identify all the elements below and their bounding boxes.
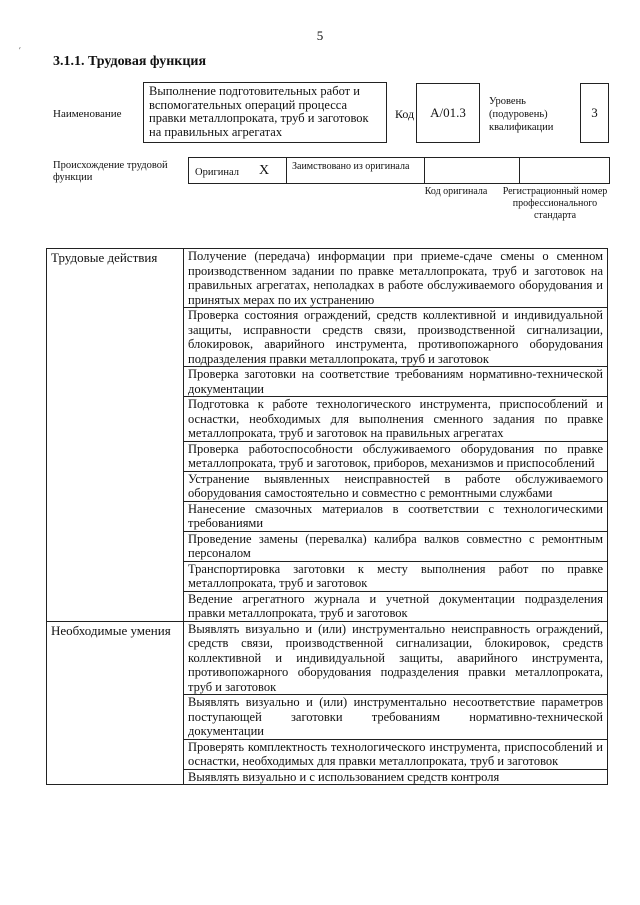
skill-item: Выявлять визуально и с использованием средств контроля (184, 769, 608, 785)
labor-action-item: Проверка состояния ограждений, средств коллективной и индивидуальной защиты, исправности средств связи, производственной сигнализации, блокировок, аварийного инструмента, противопожарного оборудования подразделения правки металлопроката, труб и заготовок (184, 308, 608, 367)
function-details-table (46, 248, 608, 785)
origin-label: Происхождение трудовой функции (53, 160, 168, 183)
labor-action-item: Получение (передача) информации при приеме-сдаче смены о сменном производственном задании по правке металлопроката, труб и заготовок на правильных агрегатах, неполадках в работе обслуживаемого оборудования и принятых мерах по их устранению (184, 249, 608, 308)
page-number: 5 (316, 28, 324, 43)
level-label: Уровень (подуровень) квалификации (489, 96, 554, 133)
original-code-caption: Код оригинала (424, 186, 488, 197)
required-skills-header: Необходимые умения (47, 621, 184, 785)
level-value: 3 (591, 105, 598, 120)
labor-action-item: Ведение агрегатного журнала и учетной документации подразделения правки металлопроката, труб и заготовок (184, 591, 608, 621)
labor-action-item: Подготовка к работе технологического инструмента, приспособлений и оснастки, необходимых для выполнения сменного задания по правке металлопроката, труб и заготовок на правильных агрегатах (184, 397, 608, 442)
borrowed-label: Заимствовано из оригинала (292, 161, 410, 172)
table-row (47, 621, 608, 695)
name-label: Наименование (53, 108, 122, 120)
labor-action-item: Проведение замены (перевалка) калибра валков совместно с ремонтным персоналом (184, 531, 608, 561)
skill-item: Выявлять визуально и (или) инструментально неисправность ограждений, средств связи, производственной сигнализации, блокировок, средств коллективной и индивидуальной защиты, аварийного инструмента, противопожарного оборудования подразделения правки металлопроката, труб и заготовок (184, 621, 608, 695)
labor-action-item: Транспортировка заготовки к месту выполнения работ по правке металлопроката, труб и заготовок (184, 561, 608, 591)
skill-item: Проверять комплектность технологического инструмента, приспособлений и оснастки, необходимых для правки металлопроката, труб и заготовок (184, 739, 608, 769)
function-name-value: Выполнение подготовительных работ и вспомогательных операций процесса правки металлопроката, труб и заготовок на правильных агрегатах (149, 84, 369, 139)
function-name-box (143, 82, 387, 143)
original-mark: X (259, 163, 270, 178)
labor-action-item: Проверка работоспособности обслуживаемого оборудования по правке металлопроката, труб и заготовок, приборов, механизмов и приспособлений (184, 441, 608, 471)
table-row (47, 249, 608, 308)
labor-actions-header: Трудовые действия (47, 249, 184, 622)
labor-action-item: Нанесение смазочных материалов в соответствии с технологическими требованиями (184, 501, 608, 531)
original-label: Оригинал (195, 167, 239, 178)
code-box (416, 83, 480, 143)
code-value: A/01.3 (430, 105, 466, 120)
labor-action-item: Устранение выявленных неисправностей в работе обслуживаемого оборудования самостоятельно и совместно с ремонтными службами (184, 471, 608, 501)
level-box (580, 83, 609, 143)
skill-item: Выявлять визуально и (или) инструментально несоответствие параметров поступающей заготовки требованиям нормативно-технической документации (184, 695, 608, 740)
origin-strip (188, 157, 610, 184)
code-label: Код (395, 107, 415, 121)
corner-mark: ´ (17, 45, 26, 58)
registry-number-caption: Регистрационный номер профессионального стандарта (502, 186, 608, 221)
section-title: 3.1.1. Трудовая функция (53, 54, 207, 69)
labor-action-item: Проверка заготовки на соответствие требованиям нормативно-технической документации (184, 367, 608, 397)
